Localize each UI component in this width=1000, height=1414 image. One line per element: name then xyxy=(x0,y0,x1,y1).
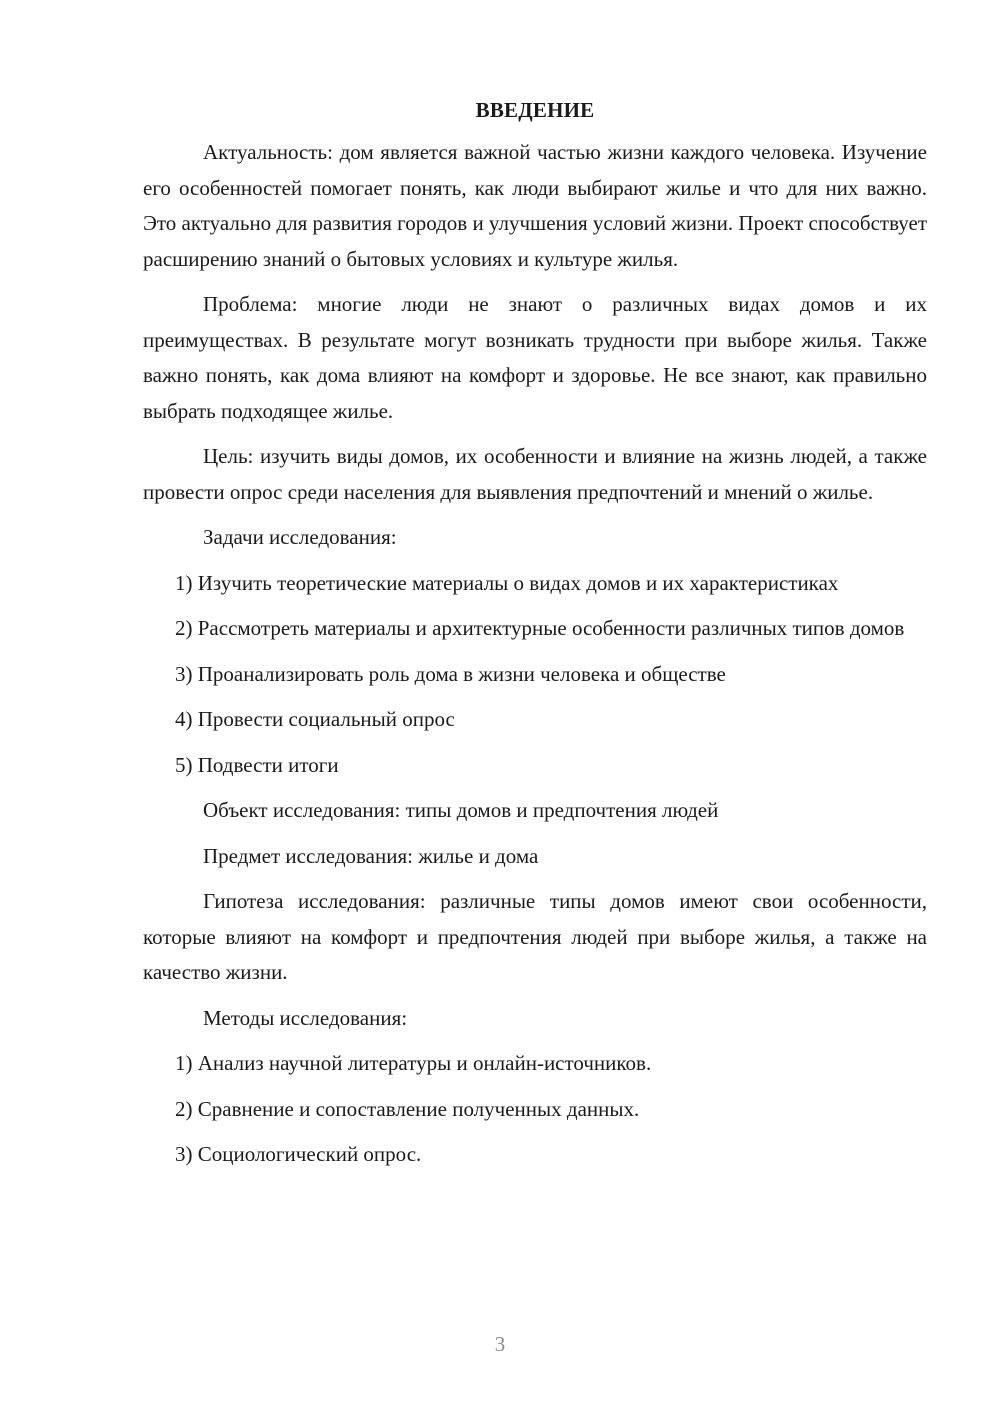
goal-paragraph: Цель: изучить виды домов, их особенности и влияние на жизнь людей, а также провести опрос среди населения для выявления предпочтений и мнений о жилье. xyxy=(143,444,927,504)
relevance-paragraph: Актуальность: дом является важной частью жизни каждого человека. Изучение его особенностей помогает понять, как люди выбирают жилье и что для них важно. Это актуально для развития городов и улучшения условий жизни. Проект способствует расширению знаний о бытовых условиях и культуре жилья. xyxy=(143,140,927,271)
method-item-3: 3) Социологический опрос. xyxy=(175,1142,422,1166)
method-item-1: 1) Анализ научной литературы и онлайн-источников. xyxy=(175,1051,652,1075)
document-page xyxy=(143,95,927,1183)
task-item-1: 1) Изучить теоретические материалы о видах домов и их характеристиках xyxy=(175,570,839,595)
method-item-2: 2) Сравнение и сопоставление полученных данных. xyxy=(175,1096,640,1121)
problem-paragraph: Проблема: многие люди не знают о различных видах домов и их преимуществах. В результате могут возникать трудности при выборе жилья. Также важно понять, как дома влияют на комфорт и здоровье. Не все знают, как правильно выбрать подходящее жилье. xyxy=(143,292,927,423)
research-subject: Предмет исследования: жилье и дома xyxy=(203,843,539,868)
task-item-2: 2) Рассмотреть материалы и архитектурные особенности различных типов домов xyxy=(175,616,905,640)
task-item-5: 5) Подвести итоги xyxy=(175,752,339,777)
research-object: Объект исследования: типы домов и предпочтения людей xyxy=(203,798,719,822)
methods-heading: Методы исследования: xyxy=(203,1005,408,1030)
task-item-4: 4) Провести социальный опрос xyxy=(175,707,455,731)
task-item-3: 3) Проанализировать роль дома в жизни человека и обществе xyxy=(175,661,726,686)
hypothesis-paragraph: Гипотеза исследования: различные типы домов имеют свои особенности, которые влияют на комфорт и предпочтения людей при выборе жилья, а также на качество жизни. xyxy=(143,889,927,984)
section-title: ВВЕДЕНИЕ xyxy=(475,98,595,122)
tasks-heading: Задачи исследования: xyxy=(203,525,397,549)
page-number: 3 xyxy=(494,1332,506,1356)
